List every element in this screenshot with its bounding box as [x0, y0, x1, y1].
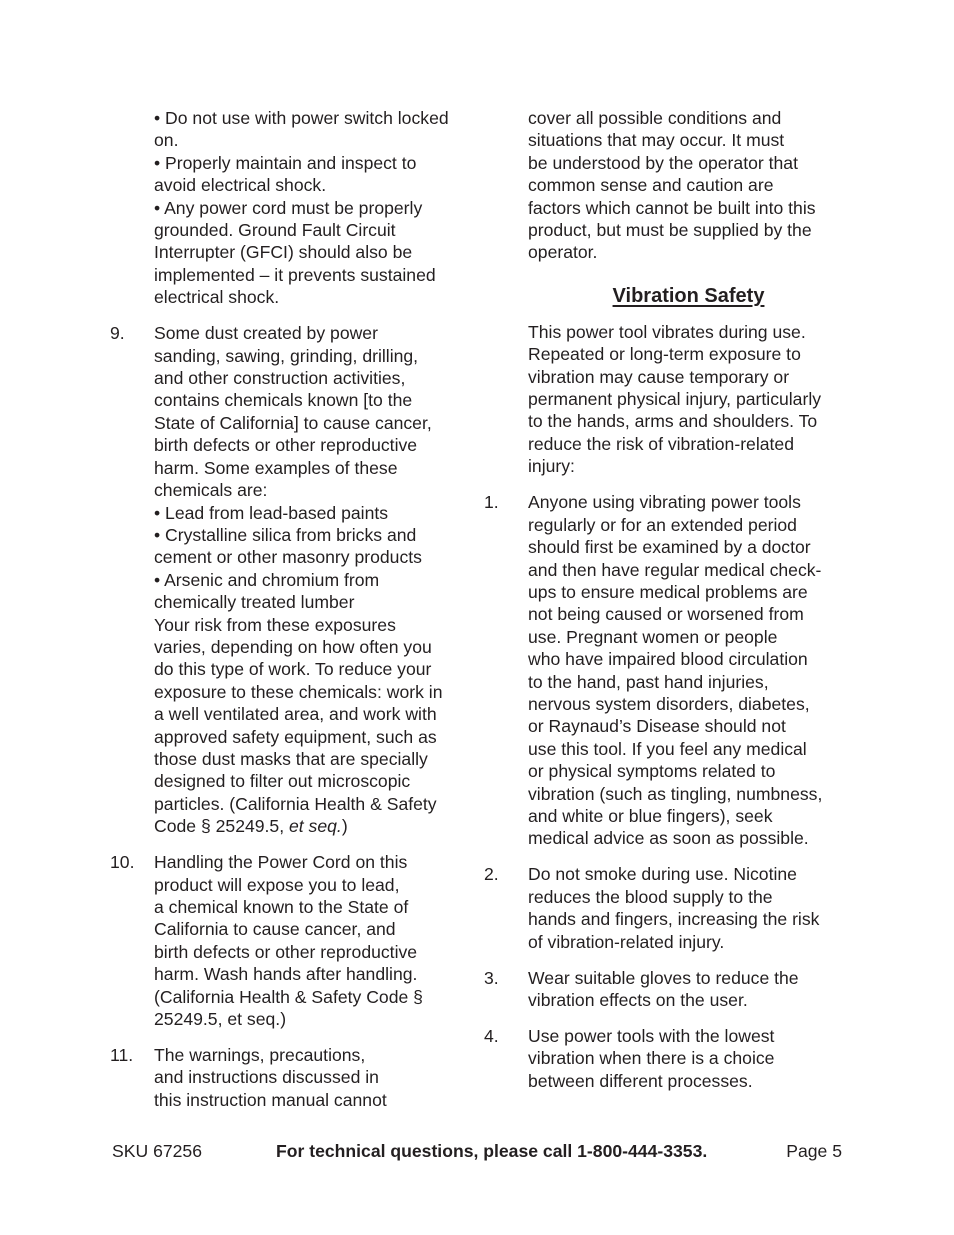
text-line: • Any power cord must be properly [154, 197, 423, 218]
text-line: • Do not use with power switch locked [154, 108, 449, 128]
text-line: California to cause cancer, and [154, 919, 396, 940]
right-column [484, 107, 849, 1092]
text-line: Do not smoke during use. Nicotine [528, 864, 797, 885]
section-heading-wrap [484, 284, 849, 308]
text-line: to the hands, arms and shoulders. To [528, 411, 818, 432]
text-line: Wear suitable gloves to reduce the [528, 967, 799, 988]
support-phone-text: For technical questions, please call 1-800-444-3353. [276, 1141, 708, 1161]
text-line: Anyone using vibrating power tools [528, 492, 801, 513]
text-line: • Crystalline silica from bricks and [154, 524, 417, 545]
warning-continuation [484, 107, 849, 264]
text-line: or physical symptoms related to [528, 761, 776, 782]
text-line: • Arsenic and chromium from [154, 569, 380, 590]
text-line: common sense and caution are [528, 175, 774, 196]
text-line: injury: [528, 456, 575, 477]
text-line: implemented – it prevents sustained [154, 264, 436, 285]
citation-suffix: ) [341, 816, 348, 837]
citation-italic: et seq. [289, 816, 342, 837]
text-line: regularly or for an extended period [528, 514, 797, 535]
text-line: and then have regular medical check- [528, 559, 822, 580]
item-number: 11. [110, 1045, 134, 1066]
text-line: should first be examined by a doctor [528, 537, 811, 558]
text-line: • Lead from lead-based paints [154, 502, 389, 523]
text-line: harm. Some examples of these [154, 457, 398, 478]
list-item-9 [110, 322, 475, 837]
text-line: exposure to these chemicals: work in [154, 681, 443, 702]
list-item-2 [484, 863, 849, 953]
text-line: vibration may cause temporary or [528, 366, 790, 387]
text-line: and white or blue fingers), seek [528, 805, 773, 826]
text-line: to the hand, past hand injuries, [528, 671, 769, 692]
text-line: reduce the risk of vibration-related [528, 433, 794, 454]
text-line: who have impaired blood circulation [528, 649, 808, 670]
text-line: or Raynaud’s Disease should not [528, 716, 786, 737]
text-line: cement or other masonry products [154, 547, 422, 568]
text-line: chemically treated lumber [154, 592, 355, 613]
text-line: 25249.5, et seq.) [154, 1009, 287, 1030]
item-number: 4. [484, 1026, 499, 1046]
text-line: reduces the blood supply to the [528, 886, 773, 907]
text-line: vibration effects on the user. [528, 990, 748, 1010]
item-number: 1. [484, 492, 499, 513]
text-line: ups to ensure medical problems are [528, 581, 808, 602]
text-line: sanding, sawing, grinding, drilling, [154, 345, 419, 366]
list-item-10 [110, 851, 475, 1030]
text-line: hands and fingers, increasing the risk [528, 909, 820, 930]
text-line: approved safety equipment, such as [154, 726, 437, 747]
text-line: product will expose you to lead, [154, 874, 400, 895]
text-line: Interrupter (GFCI) should also be [154, 242, 413, 263]
text-line: Some dust created by power [154, 323, 378, 344]
text-line: avoid electrical shock. [154, 175, 327, 196]
text-line: and instructions discussed in [154, 1067, 379, 1088]
text-line: varies, depending on how often you [154, 636, 432, 657]
text-line: birth defects or other reproductive [154, 941, 418, 962]
vibration-intro [484, 321, 849, 478]
text-line: This power tool vibrates during use. [528, 321, 806, 342]
text-line: State of California] to cause cancer, [154, 412, 432, 433]
text-line: this instruction manual cannot [154, 1089, 387, 1110]
text-line: cover all possible conditions and [528, 108, 782, 128]
text-line: on. [154, 130, 179, 151]
text-line: use this tool. If you feel any medical [528, 738, 807, 759]
list-item-4 [484, 1025, 849, 1092]
electrical-bullets [110, 107, 475, 309]
left-column [110, 107, 475, 1111]
text-line: not being caused or worsened from [528, 604, 804, 625]
item-number: 9. [110, 323, 125, 344]
text-line: a chemical known to the State of [154, 897, 409, 917]
text-line: nervous system disorders, diabetes, [528, 693, 810, 714]
page-footer [112, 1139, 842, 1163]
text-line: vibration (such as tingling, numbness, [528, 783, 823, 804]
page-number: Page 5 [786, 1141, 842, 1161]
text-line: • Properly maintain and inspect to [154, 152, 417, 173]
text-line: The warnings, precautions, [154, 1045, 366, 1066]
text-line: do this type of work. To reduce your [154, 659, 432, 680]
text-line: chemicals are: [154, 480, 268, 501]
text-line: birth defects or other reproductive [154, 435, 418, 456]
text-line: operator. [528, 242, 598, 263]
text-line: grounded. Ground Fault Circuit [154, 220, 396, 241]
text-line: Handling the Power Cord on this [154, 852, 408, 873]
text-line: those dust masks that are specially [154, 748, 428, 769]
text-line: harm. Wash hands after handling. [154, 964, 418, 985]
text-line: (California Health & Safety Code § [154, 986, 423, 1007]
item-number: 2. [484, 864, 499, 885]
text-line-citation [154, 815, 475, 837]
text-line: factors which cannot be built into this [528, 197, 816, 218]
list-item-11 [110, 1044, 475, 1111]
item-number: 10. [110, 852, 135, 873]
text-line: contains chemicals known [to the [154, 390, 413, 411]
text-line: of vibration-related injury. [528, 931, 725, 952]
text-line: a well ventilated area, and work with [154, 704, 437, 725]
citation-prefix: Code § 25249.5, [154, 816, 289, 837]
text-line: product, but must be supplied by the [528, 220, 812, 241]
sku-label: SKU 67256 [112, 1141, 202, 1161]
text-line: electrical shock. [154, 287, 280, 308]
text-line: use. Pregnant women or people [528, 626, 778, 647]
text-line: designed to filter out microscopic [154, 771, 411, 792]
list-item-3 [484, 967, 849, 1012]
text-line: be understood by the operator that [528, 152, 798, 173]
text-line: Repeated or long-term exposure to [528, 344, 801, 365]
text-line: medical advice as soon as possible. [528, 828, 809, 849]
text-line: vibration when there is a choice [528, 1048, 775, 1069]
section-heading: Vibration Safety [612, 284, 765, 307]
text-line: situations that may occur. It must [528, 130, 785, 151]
text-line: permanent physical injury, particularly [528, 389, 822, 410]
text-line: Your risk from these exposures [154, 614, 396, 635]
text-line: between different processes. [528, 1070, 753, 1091]
list-item-1 [484, 491, 849, 850]
text-line: particles. (California Health & Safety [154, 793, 437, 814]
text-line: Use power tools with the lowest [528, 1026, 775, 1046]
text-line: and other construction activities, [154, 368, 406, 389]
item-number: 3. [484, 967, 499, 988]
